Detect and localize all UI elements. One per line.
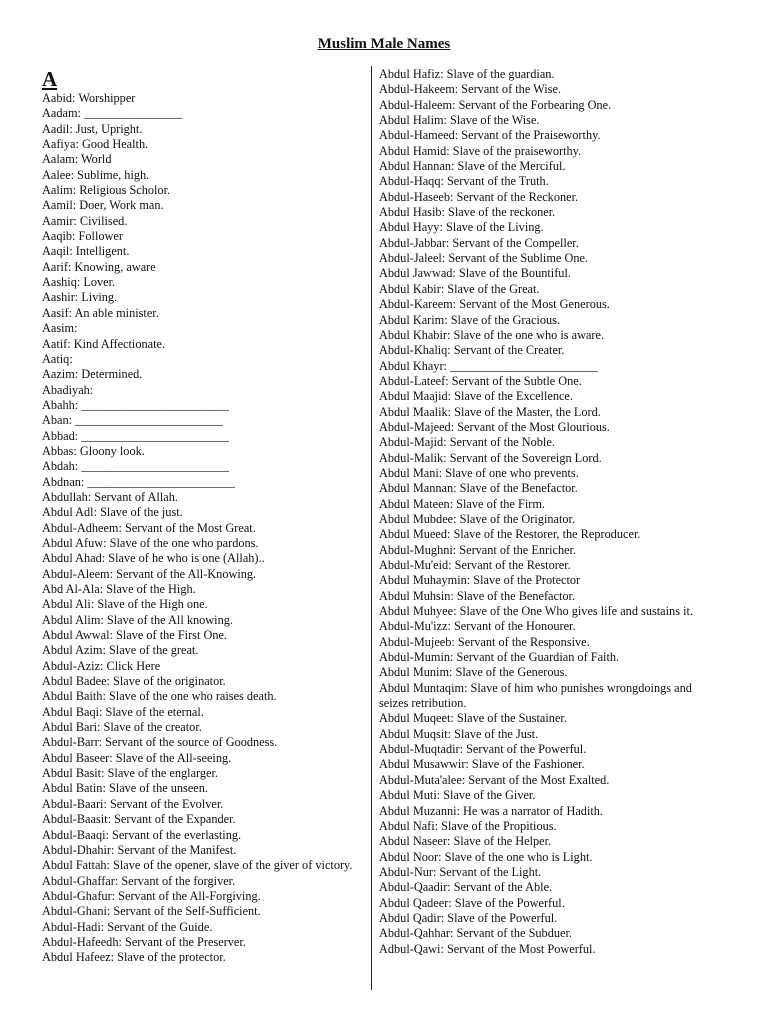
name-entry: Abdul Badee: Slave of the originator. xyxy=(42,674,226,689)
name-entry: Abdul-Adheem: Servant of the Most Great. xyxy=(42,520,256,535)
name-entry: Abdul Hayy: Slave of the Living. xyxy=(379,220,544,235)
name-entry: Abdul Muqsit: Slave of the Just. xyxy=(379,726,539,741)
name-entry: Abdul-Majeed: Servant of the Most Glourious. xyxy=(379,419,610,434)
name-entry: Abdul-Ghafur: Servant of the All-Forgiving. xyxy=(42,888,261,903)
name-entry: Aatif: Kind Affectionate. xyxy=(42,336,166,351)
name-entry: Aadil: Just, Upright. xyxy=(42,121,143,136)
right-column xyxy=(379,67,719,957)
name-entry: Abdul Noor: Slave of the one who is Light. xyxy=(379,849,593,864)
name-entry: Abdul Musawwir: Slave of the Fashioner. xyxy=(379,757,585,772)
name-entry: Aasim: xyxy=(42,321,78,336)
name-entry: Abdul Hannan: Slave of the Merciful. xyxy=(379,159,566,174)
name-entry: Abdul-Mughni: Servant of the Enricher. xyxy=(379,542,577,557)
name-entry: Abdul Muzanni: He was a narrator of Hadith. xyxy=(379,803,604,818)
name-entry: Aalim: Religious Scholor. xyxy=(42,183,171,198)
name-entry: Abdul-Mumin: Servant of the Guardian of Faith. xyxy=(379,650,620,665)
name-entry: Aalam: World xyxy=(42,152,112,167)
name-entry: Abdul-Aleem: Servant of the All-Knowing. xyxy=(42,566,257,581)
name-entry: Abdul Halim: Slave of the Wise. xyxy=(379,113,540,128)
name-entry: Aafiya: Good Health. xyxy=(42,137,149,152)
name-entry: Abdul-Jaleel: Servant of the Sublime One. xyxy=(379,251,588,266)
name-entry: Abd Al-Ala: Slave of the High. xyxy=(42,582,196,596)
name-entry: Abdul-Hafeedh: Servant of the Preserver. xyxy=(42,934,246,949)
name-entry: Abdul Nafi: Slave of the Propitious. xyxy=(379,818,557,833)
name-entry: Abdul Awwal: Slave of the First One. xyxy=(42,628,228,643)
name-entry: Abdul Mubdee: Slave of the Originator. xyxy=(379,511,576,526)
name-entry: Abdul-Hadi: Servant of the Guide. xyxy=(42,919,213,934)
name-entry: Abbas: Gloony look. xyxy=(42,443,145,458)
name-entry: Abdul Baqi: Slave of the eternal. xyxy=(42,704,204,719)
name-entry: Abdul Adl: Slave of the just. xyxy=(42,505,183,520)
name-entry: Abdul-Mu'izz: Servant of the Honourer. xyxy=(379,619,576,634)
name-entry: Abadiyah: xyxy=(42,382,94,397)
name-entry: Abdul Naseer: Slave of the Helper. xyxy=(379,834,552,849)
name-entry: Abdul-Dhahir: Servant of the Manifest. xyxy=(42,842,237,857)
name-entry: Abdul-Jabbar: Servant of the Compeller. xyxy=(379,235,579,250)
name-entry: Abdul-Ghani: Servant of the Self-Sufficient. xyxy=(42,904,261,919)
name-entry: Abdul-Qaadir: Servant of the Able. xyxy=(379,880,553,895)
name-entry: Abdul Hafeez: Slave of the protector. xyxy=(42,950,226,965)
name-entry: Abdul Afuw: Slave of the one who pardons. xyxy=(42,535,259,550)
name-entry: Abdul-Kareem: Servant of the Most Generous. xyxy=(379,297,610,312)
name-entry: Abdul Ali: Slave of the High one. xyxy=(42,597,208,612)
name-entry: Abdul Mani: Slave of one who prevents. xyxy=(379,465,579,480)
name-entry: Aalee: Sublime, high. xyxy=(42,167,150,182)
name-entry: Aamil: Doer, Work man. xyxy=(42,198,164,213)
name-entry: Abdul Hafiz: Slave of the guardian. xyxy=(379,67,555,81)
name-entry: Abahh: ________________________ xyxy=(42,397,229,412)
name-entry: Abdul Basit: Slave of the englarger. xyxy=(42,766,218,781)
name-entry: Abdul Fattah: Slave of the opener, slave of the giver of victory. xyxy=(42,858,353,873)
name-entry: Abdul-Barr: Servant of the source of Goodness. xyxy=(42,735,278,750)
name-entry: Abbad: ________________________ xyxy=(42,428,229,443)
name-entry: Abdul Mateen: Slave of the Firm. xyxy=(379,496,545,511)
name-entry: Aban: ________________________ xyxy=(42,413,223,428)
name-entry: Abdul Khayr: ________________________ xyxy=(379,358,598,373)
name-entry: Abdul Azim: Slave of the great. xyxy=(42,643,199,658)
name-entry: Aazim: Determined. xyxy=(42,367,143,382)
name-entry: Abdul-Aziz: Click Here xyxy=(42,658,161,673)
name-entry: Abdul-Khaliq: Servant of the Creater. xyxy=(379,343,565,358)
name-entry: Abdul-Majid: Servant of the Noble. xyxy=(379,435,555,450)
name-entry: Aashiq: Lover. xyxy=(42,275,116,290)
name-entry: Abdul-Malik: Servant of the Sovereign Lord. xyxy=(379,450,602,465)
name-entry: Abdul-Haseeb: Servant of the Reckoner. xyxy=(379,189,579,204)
name-entry: Abdul-Baaqi: Servant of the everlasting. xyxy=(42,827,242,842)
name-entry: Abdul Muntaqim: Slave of him who punishes wrongdoings and seizes retribution. xyxy=(379,680,692,711)
name-entry: Abdul-Baasit: Servant of the Expander. xyxy=(42,812,236,827)
name-entry: Abdul-Hameed: Servant of the Praiseworthy. xyxy=(379,128,601,143)
name-entry: Abdul-Baari: Servant of the Evolver. xyxy=(42,796,224,811)
name-entry: Abdul-Nur: Servant of the Light. xyxy=(379,864,542,879)
name-entry: Abdul Ahad: Slave of he who is one (Allah).. xyxy=(42,551,265,566)
name-entry: Abdul Maajid: Slave of the Excellence. xyxy=(379,389,573,404)
name-entry: Aadam: ________________ xyxy=(42,106,183,121)
name-entry: Abdul Mueed: Slave of the Restorer, the Reproducer. xyxy=(379,527,641,542)
name-entry: Abdul Muqeet: Slave of the Sustainer. xyxy=(379,711,567,726)
page-title: Muslim Male Names xyxy=(317,36,451,52)
name-entry: Aaqil: Intelligent. xyxy=(42,244,130,259)
name-entry: Aaqib: Follower xyxy=(42,229,123,244)
name-entry: Abdul Hamid: Slave of the praiseworthy. xyxy=(379,143,582,158)
name-entry: Abdul-Lateef: Servant of the Subtle One. xyxy=(379,373,582,388)
name-entry: Abdul-Ghaffar: Servant of the forgiver. xyxy=(42,873,236,888)
name-entry: Abdul Muhsin: Slave of the Benefactor. xyxy=(379,588,576,603)
name-entry: Abdul-Mu'eid: Servant of the Restorer. xyxy=(379,558,571,572)
name-entry: Abdul Hasib: Slave of the reckoner. xyxy=(379,205,556,220)
name-entry: Aashir: Living. xyxy=(42,290,118,305)
name-entry: Abdul Karim: Slave of the Gracious. xyxy=(379,312,560,327)
name-entry: Aamir: Civilised. xyxy=(42,213,128,228)
name-entry: Adbul-Qawi: Servant of the Most Powerful. xyxy=(379,941,596,956)
name-entry: Abdul-Muqtadir: Servant of the Powerful. xyxy=(379,742,587,757)
name-entry: Abdul Khabir: Slave of the one who is aware. xyxy=(379,327,605,342)
name-entry: Abdul-Haqq: Servant of the Truth. xyxy=(379,174,549,189)
name-entry: Abdah: ________________________ xyxy=(42,459,229,474)
name-entry: Abdul Kabir: Slave of the Great. xyxy=(379,281,540,296)
name-entry: Abdul Mannan: Slave of the Benefactor. xyxy=(379,481,578,496)
name-entry: Abdul Maalik: Slave of the Master, the Lord. xyxy=(379,404,601,419)
name-entry: Abdul Muti: Slave of the Giver. xyxy=(379,788,536,803)
name-entry: Abdul Bari: Slave of the creator. xyxy=(42,720,202,735)
left-column xyxy=(42,67,362,966)
name-entry: Abdul-Mujeeb: Servant of the Responsive. xyxy=(379,634,590,649)
name-entry: Abdul-Haleem: Servant of the Forbearing One. xyxy=(379,97,612,112)
name-entry: Abdul Muhyee: Slave of the One Who gives life and sustains it. xyxy=(379,604,693,619)
name-entry: Abdul Baith: Slave of the one who raises death. xyxy=(42,689,277,704)
left-name-list xyxy=(42,91,362,966)
name-entry: Abdullah: Servant of Allah. xyxy=(42,489,178,504)
name-entry: Abdul Qadeer: Slave of the Powerful. xyxy=(379,895,565,910)
name-entry: Abdul-Qahhar: Servant of the Subduer. xyxy=(379,926,572,941)
name-entry: Abdul Qadir: Slave of the Powerful. xyxy=(379,910,558,925)
name-entry: Aabid: Worshipper xyxy=(42,91,136,105)
name-entry: Abdnan: ________________________ xyxy=(42,474,235,489)
name-entry: Abdul Jawwad: Slave of the Bountiful. xyxy=(379,266,571,281)
name-entry: Abdul Munim: Slave of the Generous. xyxy=(379,665,568,680)
section-letter: A xyxy=(42,67,58,91)
right-name-list xyxy=(379,67,719,957)
name-entry: Abdul-Muta'alee: Servant of the Most Exalted. xyxy=(379,772,610,787)
name-entry: Abdul Baseer: Slave of the All-seeing. xyxy=(42,750,232,765)
name-entry: Abdul Muhaymin: Slave of the Protector xyxy=(379,573,581,588)
name-entry: Aasif: An able minister. xyxy=(42,305,159,320)
name-entry: Aarif: Knowing, aware xyxy=(42,259,156,274)
name-entry: Abdul Batin: Slave of the unseen. xyxy=(42,781,208,796)
column-divider xyxy=(371,66,372,990)
name-entry: Aatiq: xyxy=(42,351,73,366)
name-entry: Abdul-Hakeem: Servant of the Wise. xyxy=(379,82,561,97)
name-entry: Abdul Alim: Slave of the All knowing. xyxy=(42,612,233,627)
